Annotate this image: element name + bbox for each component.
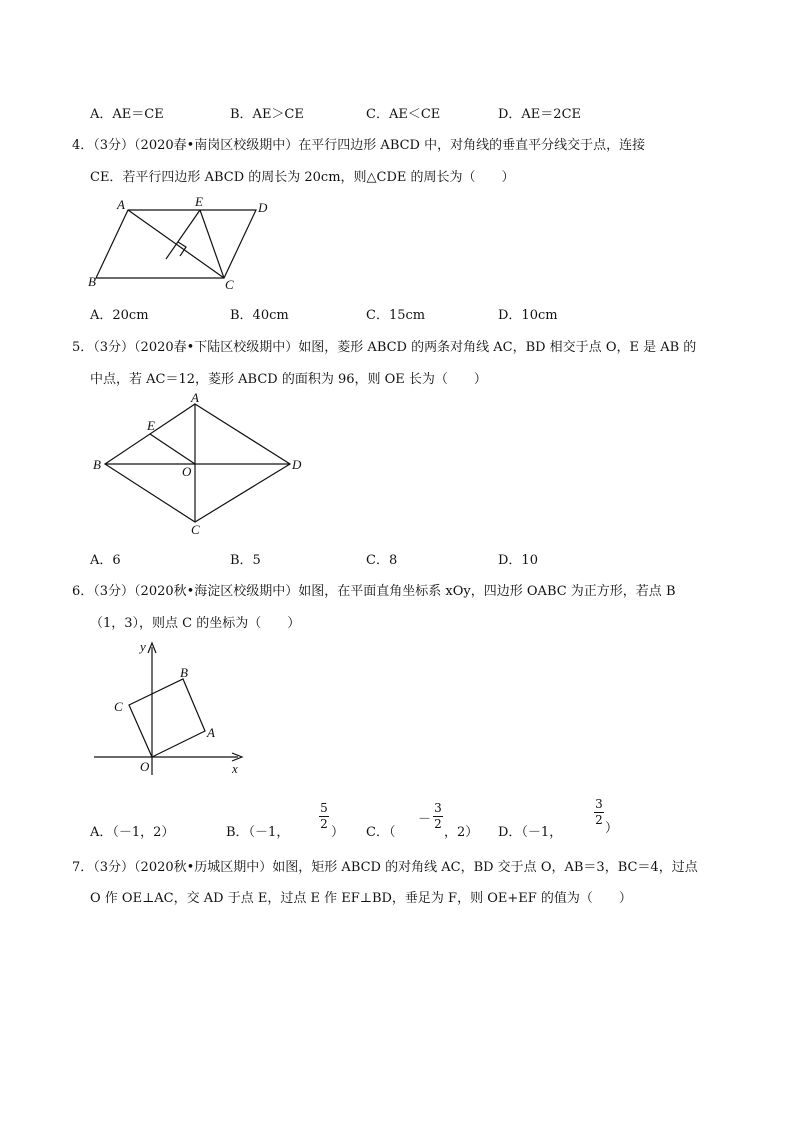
q6-label-y: y (140, 639, 146, 654)
q5-label-e: E (147, 418, 155, 433)
q6-option-c-prefix: C．（ (366, 825, 396, 840)
q5-label-d: D (292, 457, 302, 472)
q3-option-b: B．AE＞CE (230, 107, 304, 122)
q6-coordinate-figure (88, 635, 258, 780)
q6-option-b-fraction (317, 802, 331, 831)
q5-option-c: C．8 (366, 553, 398, 568)
q5-label-o: O (182, 464, 192, 479)
q4-label-e: E (195, 194, 203, 209)
q6-option-c-fraction (431, 802, 445, 831)
q3-option-d: D．AE＝2CE (498, 107, 582, 122)
q6-option-b-numerator: 5 (320, 801, 328, 815)
q4-option-a: A．20cm (90, 308, 149, 323)
q6-option-b-prefix: B．（－1， (226, 825, 290, 840)
q5-label-c: C (191, 522, 200, 537)
q4-label-d: D (258, 200, 268, 215)
q3-option-a: A．AE＝CE (90, 107, 164, 122)
q6-option-c-numerator: 3 (434, 801, 442, 815)
q6-option-a: A．（－1，2） (90, 825, 175, 840)
q6-option-d-prefix: D．（－1， (498, 825, 563, 840)
q5-stem-line2: 中点，若 AC＝12，菱形 ABCD 的面积为 96，则 OE 长为（ ） (90, 372, 487, 387)
q6-stem-line2: （1，3），则点 C 的坐标为（ ） (90, 616, 301, 631)
q4-label-c: C (225, 277, 234, 292)
q5-stem-line1: 5．（3分）（2020春•下陆区校级期中）如图，菱形 ABCD 的两条对角线 AC，BD 相交于点 O，E 是 AB 的 (72, 340, 697, 355)
q6-stem-line1: 6．（3分）（2020秋•海淀区校级期中）如图，在平面直角坐标系 xOy，四边形 OABC 为正方形，若点 B (72, 584, 676, 599)
q6-option-c-denominator: 2 (434, 817, 442, 831)
q6-label-o: O (140, 759, 150, 774)
q6-option-c-sign: － (418, 812, 432, 827)
q6-label-c: C (114, 699, 123, 714)
q4-option-d: D．10cm (498, 308, 558, 323)
q6-label-a: A (207, 725, 215, 740)
q5-option-d: D．10 (498, 553, 538, 568)
q4-stem-line1: 4．（3分）（2020春•南岗区校级期中）在平行四边形 ABCD 中，对角线的垂直平分线交于点，连接 (72, 138, 646, 153)
q6-option-d-suffix: ） (605, 821, 619, 836)
q4-label-a: A (117, 197, 125, 212)
q4-stem-line2: CE．若平行四边形 ABCD 的周长为 20cm，则△CDE 的周长为（ ） (90, 170, 515, 185)
q5-label-b: B (93, 457, 101, 472)
q6-label-x: x (232, 761, 238, 776)
q4-option-c: C．15cm (366, 308, 426, 323)
q5-option-a: A．6 (90, 553, 121, 568)
q5-option-b: B．5 (230, 553, 261, 568)
q5-label-a: A (191, 390, 199, 405)
q3-option-c: C．AE＜CE (366, 107, 441, 122)
q6-option-d-fraction (592, 798, 606, 827)
q7-stem-line2: O 作 OE⊥AC，交 AD 于点 E，过点 E 作 EF⊥BD，垂足为 F，则 OE+EF 的值为（ ） (90, 891, 632, 906)
q6-option-b-denominator: 2 (320, 817, 328, 831)
q4-option-b: B．40cm (230, 308, 289, 323)
q6-label-b: B (180, 665, 188, 680)
q6-option-b-suffix: ） (331, 825, 345, 840)
q6-option-d-numerator: 3 (595, 797, 603, 811)
q4-label-b: B (88, 274, 96, 289)
q4-parallelogram-figure (80, 192, 280, 292)
q6-option-d-denominator: 2 (595, 813, 603, 827)
q6-option-c-suffix: ，2） (444, 825, 479, 840)
q7-stem-line1: 7．（3分）（2020秋•历城区期中）如图，矩形 ABCD 的对角线 AC，BD 交于点 O，AB＝3，BC＝4，过点 (72, 860, 698, 875)
q5-rhombus-figure (85, 390, 315, 540)
